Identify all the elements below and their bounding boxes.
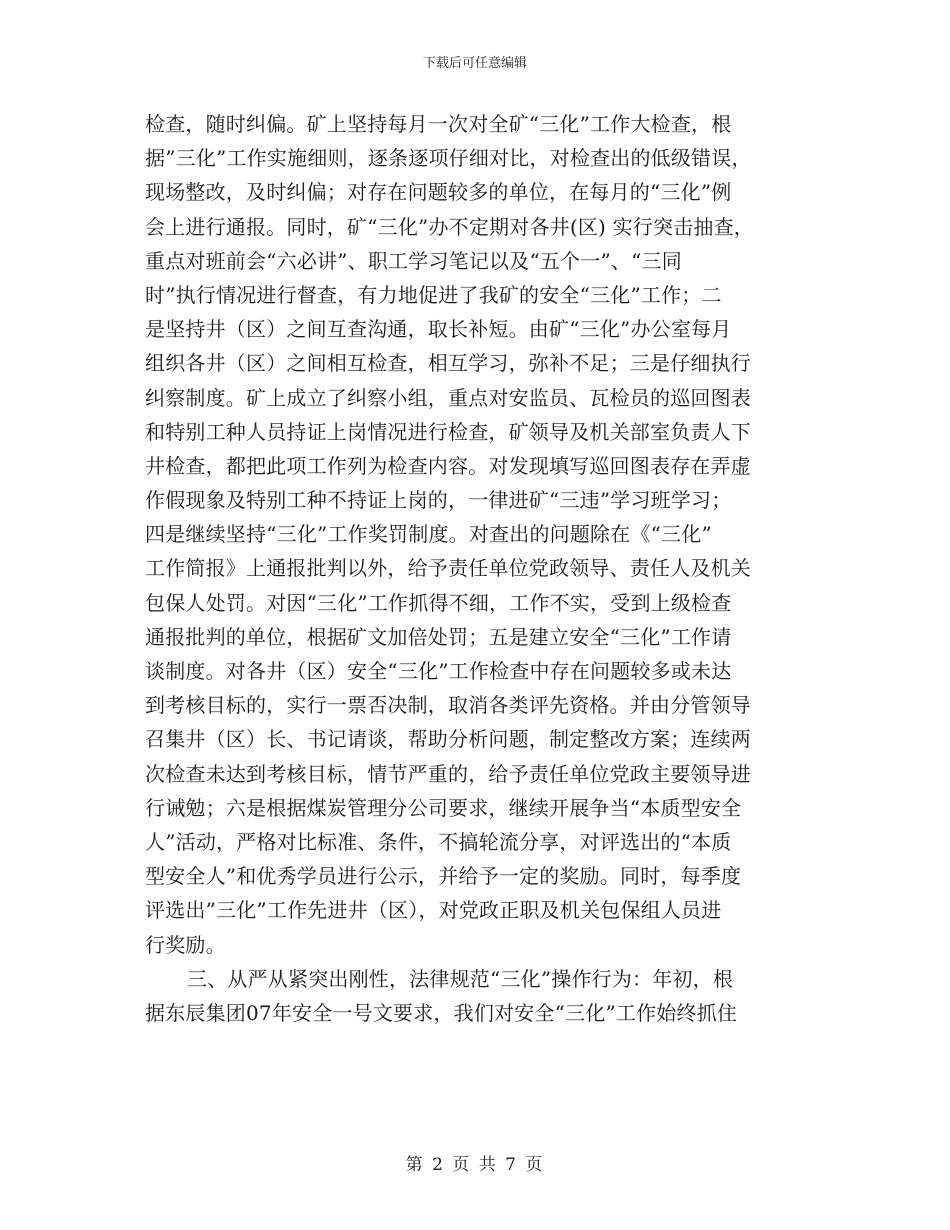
text-line: 行诫勉；六是根据煤炭管理分公司要求，继续开展争当“本质型安全 xyxy=(145,795,742,820)
text-line: 会上进行通报。同时，矿“三化”办不定期对各井(区) 实行突击抽查， xyxy=(145,214,755,239)
text-line: 和特别工种人员持证上岗情况进行检查，矿领导及机关部室负责人下 xyxy=(145,419,751,444)
text-line: 现场整改，及时纠偏；对存在问题较多的单位，在每月的“三化”例 xyxy=(145,180,732,205)
text-line: 型安全人”和优秀学员进行公示，并给予一定的奖励。同时，每季度 xyxy=(145,864,742,889)
page-footer: 第 2 页 共 7 页 xyxy=(405,1155,545,1175)
text-line: 包保人处罚。对因“三化”工作抓得不细，工作不实，受到上级检查 xyxy=(145,590,732,615)
text-line: 作假现象及特别工种不持证上岗的，一律进矿“三违”学习班学习； xyxy=(145,488,732,513)
text-line: 召集井（区）长、书记请谈，帮助分析问题，制定整改方案；连续两 xyxy=(145,727,751,752)
text-line: 人”活动，严格对比标准、条件，不搞轮流分享，对评选出的“本质 xyxy=(145,829,732,854)
document-body xyxy=(145,107,825,1030)
text-line: 谈制度。对各井（区）安全“三化”工作检查中存在问题较多或未达 xyxy=(145,659,732,683)
text-line: 次检查未达到考核目标，情节严重的，给予责任单位党政主要领导进 xyxy=(145,761,751,786)
text-line: 四是继续坚持“三化”工作奖罚制度。对查出的问题除在《“三化” xyxy=(145,522,712,547)
page-header: 下载后可任意编辑 xyxy=(422,56,527,71)
text-line: 井检查，都把此项工作列为检查内容。对发现填写巡回图表存在弄虚 xyxy=(145,453,751,478)
text-line: 是坚持井（区）之间互查沟通，取长补短。由矿“三化”办公室每月 xyxy=(145,317,732,342)
text-line: 组织各井（区）之间相互检查，相互学习，弥补不足；三是仔细执行 xyxy=(145,351,751,376)
text-line: 纠察制度。矿上成立了纠察小组，重点对安监员、瓦检员的巡回图表 xyxy=(145,385,751,410)
text-line: 评选出”三化”工作先进井（区），对党政正职及机关包保组人员进 xyxy=(145,898,722,923)
text-line: 据东辰集团07年安全一号文要求，我们对安全“三化”工作始终抓住 xyxy=(145,1000,738,1025)
text-line: 工作简报》上通报批判以外，给予责任单位党政领导、责任人及机关 xyxy=(145,556,751,581)
text-line: 重点对班前会“六必讲”、职工学习笔记以及“五个一”、“三同 xyxy=(145,248,682,273)
text-line: 行奖励。 xyxy=(145,932,226,957)
text-line: 三、从严从紧突出刚性，法律规范“三化”操作行为：年初，根 xyxy=(187,966,734,991)
text-line: 据”三化”工作实施细则，逐条逐项仔细对比，对检查出的低级错误， xyxy=(145,146,752,171)
text-line: 通报批判的单位，根据矿文加倍处罚；五是建立安全“三化”工作请 xyxy=(145,624,732,649)
text-line: 检查，随时纠偏。矿上坚持每月一次对全矿“三化”工作大检查，根 xyxy=(145,112,732,136)
text-line: 到考核目标的，实行一票否决制，取消各类评先资格。并由分管领导 xyxy=(145,693,751,718)
text-line: 时”执行情况进行督查，有力地促进了我矿的安全“三化”工作；二 xyxy=(145,282,722,307)
